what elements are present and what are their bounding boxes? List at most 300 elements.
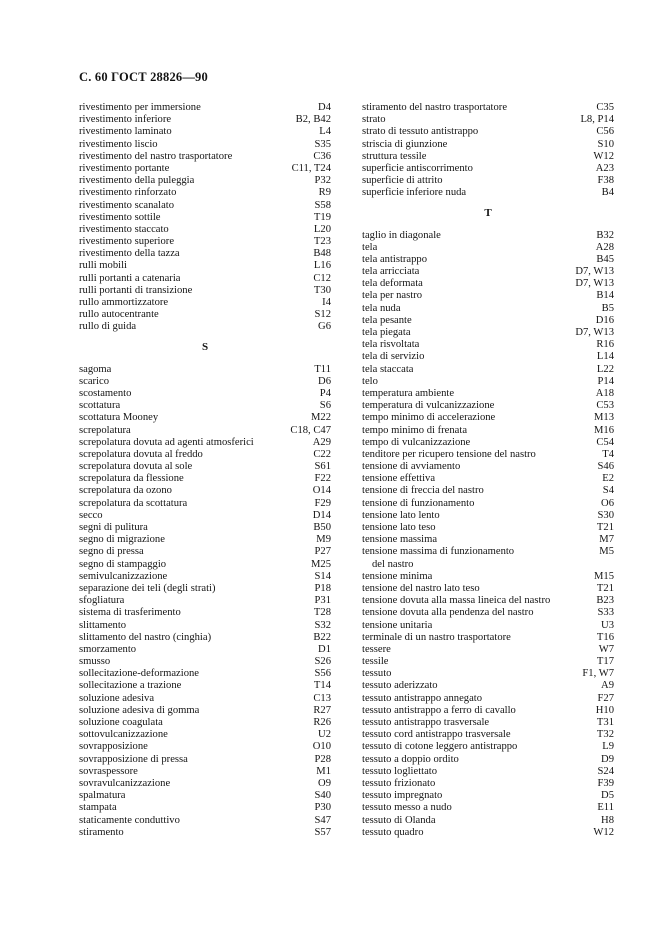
index-term: tempo di vulcanizzazione <box>362 436 471 448</box>
index-entry <box>362 425 614 437</box>
index-entry <box>79 473 331 485</box>
index-code: W7 <box>598 643 614 655</box>
index-code: S46 <box>597 461 614 473</box>
index-code: M5 <box>599 546 614 558</box>
index-term: tensione massima di funzionamento <box>362 546 515 558</box>
index-entry <box>362 114 614 126</box>
index-code: U3 <box>601 619 614 631</box>
index-term: tela piegata <box>362 327 411 338</box>
index-code: T21 <box>596 582 614 594</box>
index-entry <box>362 583 614 595</box>
index-code: F22 <box>314 473 331 485</box>
index-code: C35 <box>596 102 614 113</box>
index-code: S6 <box>319 400 331 412</box>
index-code: W12 <box>593 826 614 838</box>
index-entry <box>362 607 614 619</box>
index-entry <box>79 151 331 163</box>
index-term: tensione dovuta alla pendenza del nastro <box>362 607 534 619</box>
index-entry <box>79 485 331 497</box>
index-code: T14 <box>313 680 331 692</box>
index-term: tela <box>362 241 378 253</box>
index-term: soluzione coagulata <box>79 717 163 728</box>
index-term: tensione lato teso <box>362 522 436 533</box>
index-term: scarico <box>79 375 109 387</box>
index-code: P32 <box>314 175 331 187</box>
index-entry <box>79 644 331 656</box>
index-term: tessuto antistrappo annegato <box>362 692 483 704</box>
index-code: T21 <box>596 522 614 533</box>
index-term: tela per nastro <box>362 290 423 302</box>
index-term: tessile <box>362 656 389 668</box>
index-entry <box>362 571 614 583</box>
index-term: sollecitazione a trazione <box>79 680 182 692</box>
index-term: rivestimento inferiore <box>79 114 172 126</box>
index-term: rivestimento della tazza <box>79 248 180 260</box>
index-term: spalmatura <box>79 790 126 802</box>
index-code: R9 <box>318 187 331 199</box>
index-entry <box>79 437 331 449</box>
index-code: C36 <box>313 150 331 162</box>
index-code: S4 <box>602 485 614 497</box>
index-term: tela pesante <box>362 314 412 326</box>
index-term: scostamento <box>79 387 132 399</box>
index-entry <box>79 364 331 376</box>
index-entry <box>79 559 331 571</box>
index-code: S57 <box>314 826 331 838</box>
index-code: T4 <box>602 448 614 460</box>
index-code: B45 <box>596 253 614 265</box>
index-term: tessuto quadro <box>362 826 424 838</box>
index-term: sfogliatura <box>79 595 125 607</box>
index-entry <box>362 485 614 497</box>
index-code: T31 <box>596 717 614 728</box>
index-entry <box>362 290 614 302</box>
index-term: tessuto impregnato <box>362 790 443 802</box>
index-entry <box>79 546 331 558</box>
index-entry <box>79 449 331 461</box>
index-entry <box>79 212 331 224</box>
index-term: striscia di giunzione <box>362 138 448 150</box>
index-code: B32 <box>596 229 614 241</box>
index-code: M25 <box>310 558 331 570</box>
index-entry <box>362 388 614 400</box>
index-code: C18, C47 <box>290 424 331 436</box>
index-term: sagoma <box>79 363 112 375</box>
index-term: tessuto antistrappo trasversale <box>362 717 490 728</box>
index-code: D9 <box>601 753 614 765</box>
index-entry <box>362 705 614 717</box>
index-entry <box>362 510 614 522</box>
index-entry <box>362 693 614 705</box>
index-entry <box>79 693 331 705</box>
index-term: separazione dei teli (degli strati) <box>79 582 216 594</box>
index-entry <box>79 741 331 753</box>
index-term: tensione del nastro lato teso <box>362 582 480 594</box>
index-entry <box>79 717 331 729</box>
index-code: P18 <box>314 582 331 594</box>
index-term: sistema di trasferimento <box>79 607 181 619</box>
index-code: P14 <box>597 375 614 387</box>
index-entry <box>79 815 331 827</box>
index-term: superficie inferiore nuda <box>362 187 467 199</box>
index-entry <box>79 175 331 187</box>
index-code: D7, W13 <box>575 278 614 290</box>
index-code: C53 <box>596 400 614 412</box>
index-code: R16 <box>596 339 614 351</box>
index-term: rullo di guida <box>79 321 137 333</box>
index-term: tessere <box>362 643 391 655</box>
index-entry <box>362 815 614 827</box>
index-entry <box>79 297 331 309</box>
index-term: rivestimento della puleggia <box>79 175 195 187</box>
index-code: D1 <box>318 643 331 655</box>
index-entry <box>362 534 614 546</box>
index-code: C12 <box>313 272 331 284</box>
index-entry <box>79 388 331 400</box>
index-entry <box>79 656 331 668</box>
index-term: slittamento <box>79 619 127 631</box>
index-term: screpolatura <box>79 424 131 436</box>
index-term: screpolatura da scottatura <box>79 497 188 509</box>
index-code: S61 <box>314 461 331 473</box>
index-code: P4 <box>319 387 331 399</box>
index-entry <box>79 668 331 680</box>
index-entry <box>362 163 614 175</box>
index-code: C13 <box>313 692 331 704</box>
index-code: E2 <box>602 473 614 485</box>
index-entry <box>79 607 331 619</box>
index-entry <box>362 126 614 138</box>
index-entry <box>79 114 331 126</box>
index-entry <box>79 510 331 522</box>
index-code: M7 <box>599 534 614 546</box>
index-term: soluzione adesiva <box>79 692 155 704</box>
index-code: T28 <box>313 607 331 619</box>
index-entry <box>79 139 331 151</box>
index-entry <box>362 778 614 790</box>
index-code: R26 <box>313 717 331 728</box>
index-code: A18 <box>595 387 614 399</box>
index-code: M15 <box>593 570 614 582</box>
index-entry <box>362 278 614 290</box>
index-code: D4 <box>318 102 331 113</box>
index-entry <box>362 327 614 339</box>
index-code: B48 <box>313 248 331 260</box>
index-entry <box>79 260 331 272</box>
index-code: S26 <box>314 656 331 668</box>
index-entry <box>79 236 331 248</box>
index-term: tessuto aderizzato <box>362 680 438 692</box>
index-entry <box>362 303 614 315</box>
index-entry <box>362 473 614 485</box>
index-code: A23 <box>595 162 614 174</box>
index-code: A9 <box>601 680 614 692</box>
index-term: scottatura Mooney <box>79 412 159 424</box>
index-entry <box>79 400 331 412</box>
index-entry <box>79 729 331 741</box>
index-term: rivestimento portante <box>79 162 170 174</box>
index-entry <box>362 498 614 510</box>
index-entry <box>362 151 614 163</box>
index-term: screpolatura da ozono <box>79 485 172 497</box>
index-entry <box>79 412 331 424</box>
index-entry <box>79 163 331 175</box>
index-entry <box>362 187 614 199</box>
index-term: tela staccata <box>362 363 414 375</box>
index-term: tensione di avviamento <box>362 461 461 473</box>
index-code: D16 <box>595 314 614 326</box>
index-code: F38 <box>597 175 614 187</box>
index-code: B23 <box>596 595 614 607</box>
index-code: L20 <box>313 223 331 235</box>
index-term: tensione massima <box>362 534 438 546</box>
index-term: tessuto di Olanda <box>362 814 436 826</box>
index-term: tensione unitaria <box>362 619 433 631</box>
index-entry <box>362 729 614 741</box>
index-term: tela risvoltata <box>362 339 420 351</box>
index-term: slittamento del nastro (cinghia) <box>79 631 212 643</box>
index-code: S58 <box>314 199 331 211</box>
index-term: tela antistrappo <box>362 253 428 265</box>
index-term: sottovulcanizzazione <box>79 729 168 741</box>
index-term: tela di servizio <box>362 351 425 363</box>
index-term: sovrapposizione di pressa <box>79 753 188 765</box>
index-entry <box>362 802 614 814</box>
index-code: G6 <box>318 321 331 333</box>
index-term: tela arricciata <box>362 266 420 278</box>
index-term: rullo autocentrante <box>79 309 159 321</box>
index-term: tensione effettiva <box>362 473 436 485</box>
index-code: L4 <box>319 126 331 138</box>
index-term: tessuto logliettato <box>362 765 438 777</box>
index-term: screpolatura dovuta al freddo <box>79 448 203 460</box>
index-entry <box>79 620 331 632</box>
index-entry <box>362 400 614 412</box>
index-entry <box>362 656 614 668</box>
index-term: segno di stampaggio <box>79 558 167 570</box>
index-entry <box>362 827 614 839</box>
index-code: D14 <box>312 509 331 521</box>
index-code: L14 <box>596 351 614 363</box>
index-code: S14 <box>314 570 331 582</box>
index-code: W12 <box>593 150 614 162</box>
index-entry <box>362 546 614 558</box>
index-entry <box>362 668 614 680</box>
index-entry <box>362 766 614 778</box>
index-code: D7, W13 <box>575 266 614 278</box>
section-letter-heading: T <box>484 206 492 219</box>
index-code: S10 <box>597 138 614 150</box>
index-code: T30 <box>313 284 331 296</box>
index-entry <box>79 498 331 510</box>
index-code: T11 <box>314 363 331 375</box>
index-entry <box>362 315 614 327</box>
index-entry <box>79 766 331 778</box>
index-term: segno di migrazione <box>79 534 165 546</box>
index-entry <box>362 351 614 363</box>
index-term: semivulcanizzazione <box>79 570 168 582</box>
index-term: screpolatura da flessione <box>79 473 184 485</box>
index-code: A28 <box>595 241 614 253</box>
index-entry <box>362 266 614 278</box>
index-entry <box>362 230 614 242</box>
index-term: rivestimento staccato <box>79 223 169 235</box>
index-term: tessuto di cotone leggero antistrappo <box>362 741 518 753</box>
index-entry <box>362 254 614 266</box>
index-entry <box>79 571 331 583</box>
index-code: C54 <box>596 436 614 448</box>
index-term: tessuto frizionato <box>362 777 436 789</box>
index-term: stampata <box>79 802 117 814</box>
index-term: temperatura ambiente <box>362 387 455 399</box>
index-term: tensione dovuta alla massa lineica del nastro <box>362 595 551 607</box>
index-entry <box>79 754 331 766</box>
index-code: B5 <box>601 302 614 314</box>
index-code: S30 <box>597 509 614 521</box>
index-code: B14 <box>596 290 614 302</box>
index-code: S12 <box>314 309 331 321</box>
index-entry <box>79 705 331 717</box>
index-entry <box>79 778 331 790</box>
index-code: T17 <box>596 656 614 668</box>
index-code: O10 <box>312 741 331 753</box>
index-term: smorzamento <box>79 643 137 655</box>
index-term: rivestimento sottile <box>79 211 161 223</box>
index-term: secco <box>79 509 103 521</box>
index-entry <box>362 139 614 151</box>
index-code: U2 <box>318 729 331 741</box>
index-code: C11, T24 <box>291 162 331 174</box>
index-code: P27 <box>314 546 331 558</box>
index-term: tensione lato lento <box>362 509 440 521</box>
index-entry <box>362 339 614 351</box>
index-code: H8 <box>601 814 614 826</box>
index-code: D7, W13 <box>575 327 614 338</box>
index-term: taglio in diagonale <box>362 229 441 241</box>
index-entry <box>362 175 614 187</box>
index-code: M9 <box>316 534 331 546</box>
index-entry <box>362 680 614 692</box>
index-term: superficie antiscorrimento <box>362 162 473 174</box>
index-entry <box>79 425 331 437</box>
index-term: tela deformata <box>362 278 423 290</box>
index-term: tenditore per ricupero tensione del nastro <box>362 448 536 460</box>
index-entry <box>362 754 614 766</box>
index-entry <box>362 522 614 534</box>
index-code: C22 <box>313 448 331 460</box>
index-term: temperatura di vulcanizzazione <box>362 400 495 412</box>
index-code: M16 <box>593 424 614 436</box>
index-entry <box>79 285 331 297</box>
index-code: P31 <box>314 595 331 607</box>
index-code: S56 <box>314 668 331 680</box>
index-entry <box>362 102 614 114</box>
index-term: terminale di un nastro trasportatore <box>362 631 511 643</box>
index-entry <box>362 595 614 607</box>
index-entry <box>79 802 331 814</box>
index-code: I4 <box>322 297 331 308</box>
index-term: rulli portanti di transizione <box>79 284 193 296</box>
index-entry <box>79 309 331 321</box>
index-entry <box>79 522 331 534</box>
index-entry <box>362 620 614 632</box>
index-code: M13 <box>593 412 614 424</box>
index-entry <box>79 595 331 607</box>
index-term: tessuto antistrappo a ferro di cavallo <box>362 704 516 716</box>
index-term: tessuto a doppio ordito <box>362 753 459 765</box>
index-entry <box>79 376 331 388</box>
index-term: rulli portanti a catenaria <box>79 272 181 284</box>
index-code: S35 <box>314 138 331 150</box>
index-code: D5 <box>601 790 614 802</box>
index-code: L22 <box>596 363 614 375</box>
index-term: staticamente conduttivo <box>79 814 180 826</box>
index-code: T23 <box>313 236 331 248</box>
index-term: segno di pressa <box>79 546 144 558</box>
index-code: P28 <box>314 753 331 765</box>
index-term: strato di tessuto antistrappo <box>362 126 479 138</box>
index-term: tempo minimo di frenata <box>362 424 468 436</box>
index-term: sovraspessore <box>79 765 138 777</box>
index-term: sovravulcanizzazione <box>79 777 171 789</box>
index-term: screpolatura dovuta ad agenti atmosferici <box>79 436 254 448</box>
index-code: S33 <box>597 607 614 619</box>
index-code: T16 <box>596 631 614 643</box>
index-code: B50 <box>313 522 331 533</box>
index-entry <box>79 102 331 114</box>
index-entry <box>79 248 331 260</box>
index-term: segni di pulitura <box>79 522 148 533</box>
index-code: L16 <box>313 260 331 272</box>
index-entry <box>79 200 331 212</box>
index-code: F29 <box>314 497 331 509</box>
index-code: H10 <box>595 704 614 716</box>
index-entry <box>362 364 614 376</box>
index-code: S47 <box>314 814 331 826</box>
index-term: rivestimento per immersione <box>79 102 201 113</box>
index-code: F27 <box>597 692 614 704</box>
index-entry <box>362 242 614 254</box>
index-code: F1, W7 <box>582 668 614 680</box>
index-term: struttura tessile <box>362 150 427 162</box>
index-code: P30 <box>314 802 331 814</box>
index-entry <box>79 461 331 473</box>
section-letter-heading: S <box>201 340 209 353</box>
index-term: strato <box>362 114 386 126</box>
index-entry <box>362 412 614 424</box>
index-term: scottatura <box>79 400 121 412</box>
index-code: T19 <box>313 211 331 223</box>
index-code: C56 <box>596 126 614 138</box>
index-entry <box>79 827 331 839</box>
index-code: M1 <box>316 765 331 777</box>
index-entry <box>79 187 331 199</box>
index-code: O14 <box>312 485 331 497</box>
index-code: S40 <box>314 790 331 802</box>
index-code: L9 <box>602 741 614 753</box>
index-code: L8, P14 <box>580 114 614 126</box>
index-entry <box>79 534 331 546</box>
index-code: F39 <box>597 777 614 789</box>
index-entry <box>362 461 614 473</box>
index-entry <box>362 559 614 571</box>
index-entry <box>362 741 614 753</box>
index-column-right <box>362 102 614 839</box>
index-term: rivestimento liscio <box>79 138 158 150</box>
index-code: D6 <box>318 375 331 387</box>
index-code: E11 <box>597 802 614 814</box>
index-term: rivestimento rinforzato <box>79 187 177 199</box>
